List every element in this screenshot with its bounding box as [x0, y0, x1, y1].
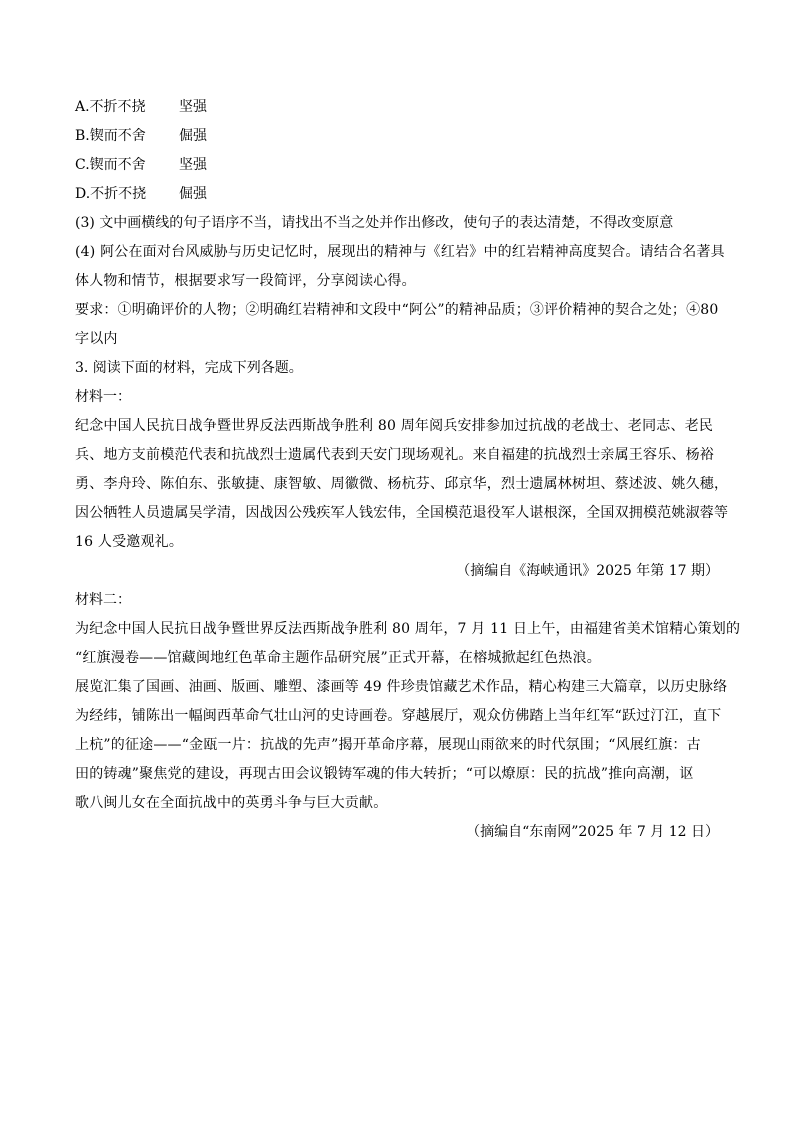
option-label: C.锲而不舍	[75, 157, 146, 173]
option-label: B.锲而不舍	[75, 128, 146, 144]
option-value: 坚强	[179, 99, 207, 115]
material-2-body	[75, 615, 741, 818]
option-c	[75, 151, 719, 180]
text-line: (4) 阿公在面对台风威胁与历史记忆时，展现出的精神与《红岩》中的红岩精神高度契合。请结合名著具	[75, 244, 725, 260]
text-line: 展览汇集了国画、油画、版画、雕塑、漆画等 49 件珍贵馆藏艺术作品，精心构建三大篇章，以历史脉络	[75, 679, 728, 695]
text-line: 因公牺牲人员遗属吴学清，因战因公残疾军人钱宏伟，全国模范退役军人谌根深，全国双拥模范姚淑蓉等	[75, 505, 729, 521]
requirements	[75, 296, 719, 354]
options-list	[75, 93, 719, 209]
text-line: 田的铸魂”聚焦党的建设，再现古田会议锻铸军魂的伟大转折；“可以燎原：民的抗战”推向高潮，讴	[75, 766, 694, 782]
document-page	[75, 93, 741, 847]
option-label: A.不折不挠	[75, 99, 146, 115]
option-value: 坚强	[179, 157, 207, 173]
question-3-sub: (3) 文中画横线的句子语序不当，请找出不当之处并作出修改，使句子的表达清楚，不得改变原意	[75, 215, 674, 231]
text-line: 为经纬，铺陈出一幅闽西革命气壮山河的史诗画卷。穿越展厅，观众仿佛踏上当年红军“跃过汀江，直下	[75, 708, 722, 724]
option-value: 倔强	[179, 186, 207, 202]
material-2-heading: 材料二：	[75, 592, 131, 608]
text-line: 为纪念中国人民抗日战争暨世界反法西斯战争胜利 80 周年，7 月 11 日上午，由福建省美术馆精心策划的	[75, 621, 741, 637]
text-line: 上杭”的征途——“金瓯一片：抗战的先声”揭开革命序幕，展现山雨欲来的时代氛围；“风展红旗：古	[75, 737, 701, 753]
material-1-body	[75, 412, 729, 557]
option-a	[75, 93, 719, 122]
text-line: 兵、地方支前模范代表和抗战烈士遗属代表到天安门现场观礼。来自福建的抗战烈士亲属王容乐、杨裕	[75, 447, 714, 463]
question-4-sub	[75, 238, 725, 296]
text-line: 纪念中国人民抗日战争暨世界反法西斯战争胜利 80 周年阅兵安排参加过抗战的老战士、老同志、老民	[75, 418, 714, 434]
text-line: 字以内	[75, 331, 118, 347]
option-value: 倔强	[179, 128, 207, 144]
text-line: “红旗漫卷——馆藏闽地红色革命主题作品研究展”正式开幕，在榕城掀起红色热浪。	[75, 650, 601, 666]
option-b	[75, 122, 719, 151]
text-line: 要求：①明确评价的人物；②明确红岩精神和文段中“阿公”的精神品质；③评价精神的契合之处；④80	[75, 302, 719, 318]
material-1-heading: 材料一：	[75, 389, 131, 405]
text-line: 勇、李舟玲、陈伯东、张敏捷、康智敏、周徽微、杨杭芬、邱京华，烈士遗属林树坦、蔡述波、姚久穗，	[75, 476, 729, 492]
question-3-title: 3. 阅读下面的材料，完成下列各题。	[75, 360, 303, 376]
material-1-source: （摘编自《海峡通讯》2025 年第 17 期）	[456, 563, 719, 579]
option-d	[75, 180, 719, 209]
material-2-source: （摘编自“东南网”2025 年 7 月 12 日）	[466, 824, 719, 840]
text-line: 16 人受邀观礼。	[75, 534, 184, 550]
text-line: 体人物和情节，根据要求写一段简评，分享阅读心得。	[75, 273, 416, 289]
option-label: D.不折不挠	[75, 186, 147, 202]
text-line: 歌八闽儿女在全面抗战中的英勇斗争与巨大贡献。	[75, 795, 388, 811]
